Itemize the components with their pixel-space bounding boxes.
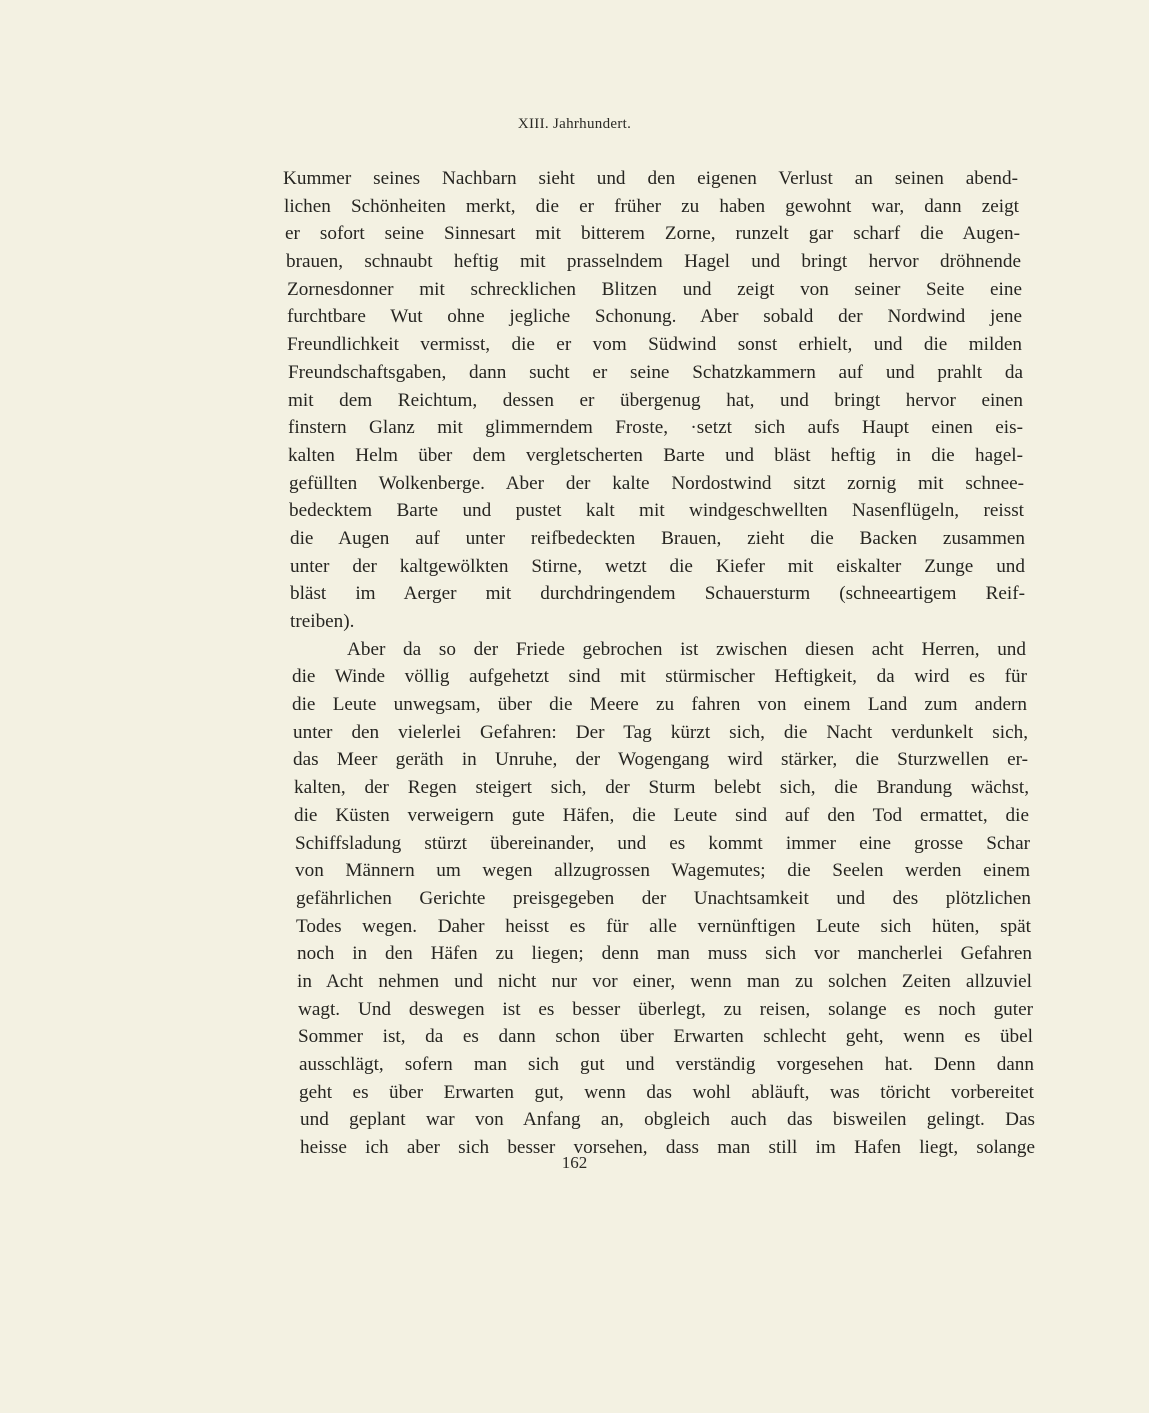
text-line: gefüllten Wolkenberge. Aber der kalte Nordostwind sitzt zornig mit schnee- — [289, 472, 1024, 494]
text-line: Todes wegen. Daher heisst es für alle vernünftigen Leute sich hüten, spät — [296, 915, 1031, 937]
body-text — [283, 165, 1035, 1162]
page-number: 162 — [561, 1153, 588, 1172]
text-line: furchtbare Wut ohne jegliche Schonung. Aber sobald der Nordwind jene — [287, 306, 1022, 328]
text-line: lichen Schönheiten merkt, die er früher zu haben gewohnt war, dann zeigt — [284, 195, 1019, 217]
text-line: und geplant war von Anfang an, obgleich auch das bisweilen gelingt. Das — [300, 1109, 1035, 1131]
text-line: die Küsten verweigern gute Häfen, die Leute sind auf den Tod ermattet, die — [294, 804, 1029, 826]
text-line: in Acht nehmen und nicht nur vor einer, wenn man zu solchen Zeiten allzuviel — [297, 970, 1032, 992]
text-line: heisse ich aber sich besser vorsehen, dass man still im Hafen liegt, solange — [300, 1137, 1035, 1159]
text-line: Aber da so der Friede gebrochen ist zwischen diesen acht Herren, und — [347, 638, 1026, 660]
text-line: die Augen auf unter reifbedeckten Brauen, zieht die Backen zusammen — [290, 527, 1025, 549]
text-line: bläst im Aerger mit durchdringendem Schauersturm (schneeartigem Reif- — [290, 583, 1025, 605]
text-line: die Winde völlig aufgehetzt sind mit stürmischer Heftigkeit, da wird es für — [292, 666, 1027, 688]
text-line: ausschlägt, sofern man sich gut und verständig vorgesehen hat. Denn dann — [299, 1054, 1034, 1075]
running-head: XIII. Jahrhundert. — [517, 116, 632, 132]
text-line: er sofort seine Sinnesart mit bitterem Zorne, runzelt gar scharf die Augen- — [285, 223, 1020, 245]
text-line: kalten Helm über dem vergletscherten Barte und bläst heftig in die hagel- — [288, 444, 1023, 466]
text-line: das Meer geräth in Unruhe, der Wogengang wird stärker, die Sturzwellen er- — [293, 749, 1028, 771]
text-line: gefährlichen Gerichte preisgegeben der Unachtsamkeit und des plötzlichen — [296, 887, 1031, 909]
text-line: Freundlichkeit vermisst, die er vom Südwind sonst erhielt, und die milden — [287, 334, 1022, 356]
text-line: von Männern um wegen allzugrossen Wagemutes; die Seelen werden einem — [295, 860, 1030, 882]
text-line: finstern Glanz mit glimmerndem Froste, ·setzt sich aufs Haupt einen eis- — [288, 417, 1023, 439]
text-line: unter den vielerlei Gefahren: Der Tag kürzt sich, die Nacht verdunkelt sich, — [293, 721, 1028, 743]
text-line: Freundschaftsgaben, dann sucht er seine Schatzkammern auf und prahlt da — [288, 361, 1023, 383]
text-line: Kummer seines Nachbarn sieht und den eigenen Verlust an seinen abend- — [283, 168, 1018, 189]
text-line: die Leute unwegsam, über die Meere zu fahren von einem Land zum andern — [292, 694, 1027, 716]
text-line: geht es über Erwarten gut, wenn das wohl abläuft, was töricht vorbereitet — [299, 1081, 1034, 1103]
text-line: kalten, der Regen steigert sich, der Sturm belebt sich, die Brandung wächst, — [294, 777, 1029, 799]
text-line: unter der kaltgewölkten Stirne, wetzt die Kiefer mit eiskalter Zunge und — [290, 555, 1025, 577]
text-line: Sommer ist, da es dann schon über Erwarten schlecht geht, wenn es übel — [298, 1026, 1033, 1048]
text-line: wagt. Und deswegen ist es besser überlegt, zu reisen, solange es noch guter — [298, 998, 1033, 1020]
text-line: treiben). — [290, 611, 355, 632]
text-line: Schiffsladung stürzt übereinander, und es kommt immer eine grosse Schar — [295, 832, 1030, 854]
text-line: mit dem Reichtum, dessen er übergenug hat, und bringt hervor einen — [288, 389, 1023, 411]
text-line: noch in den Häfen zu liegen; denn man muss sich vor mancherlei Gefahren — [297, 943, 1032, 965]
text-line: bedecktem Barte und pustet kalt mit windgeschwellten Nasenflügeln, reisst — [289, 500, 1024, 522]
text-line: Zornesdonner mit schrecklichen Blitzen und zeigt von seiner Seite eine — [287, 278, 1022, 300]
text-line: brauen, schnaubt heftig mit prasselndem Hagel und bringt hervor dröhnende — [286, 251, 1021, 273]
